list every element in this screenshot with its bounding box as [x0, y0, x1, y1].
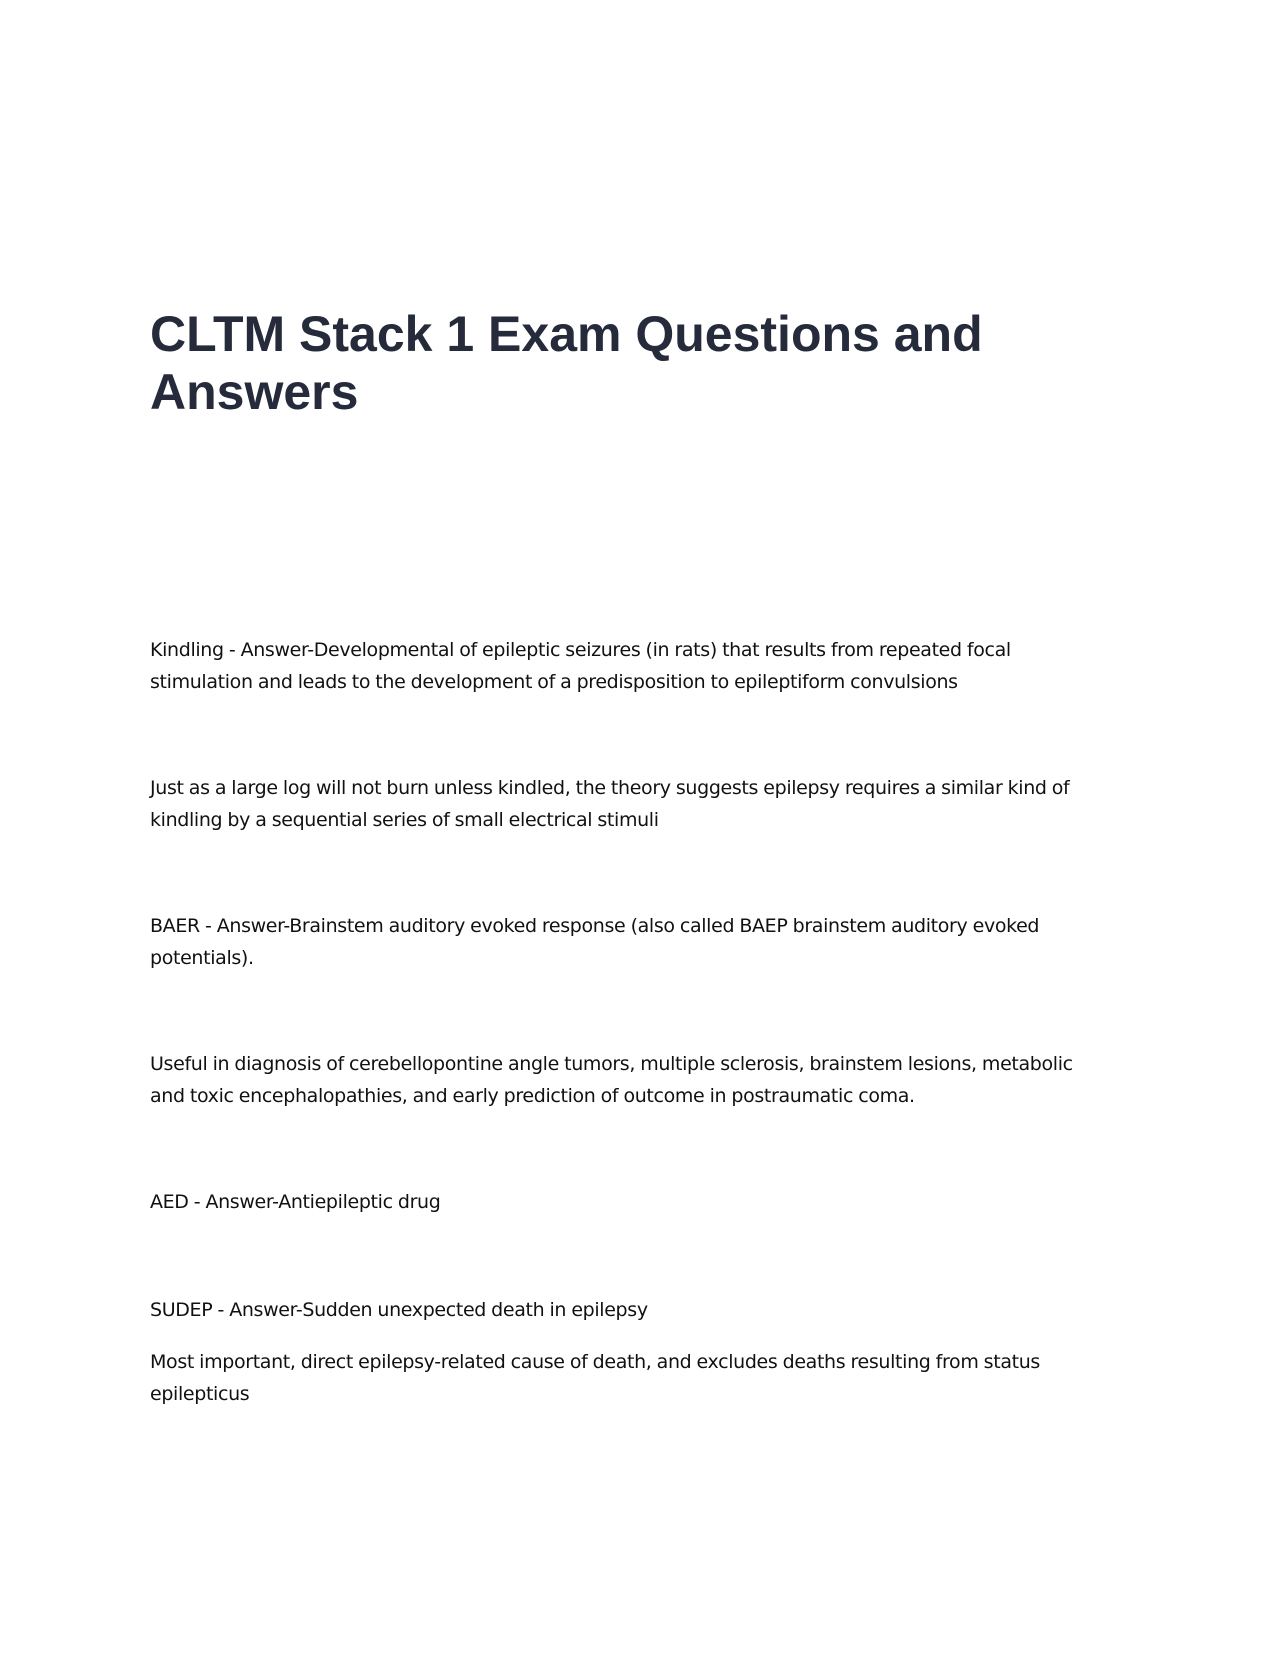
- qa-kindling: Kindling - Answer-Developmental of epileptic seizures (in rats) that results from repeated focal stimulation and leads to the development of a predisposition to epileptiform convulsions: [150, 639, 1011, 693]
- qa-kindling-note: Just as a large log will not burn unless kindled, the theory suggests epilepsy requires a similar kind of kindling by a sequential series of small electrical stimuli: [150, 777, 1070, 831]
- qa-baer-note: Useful in diagnosis of cerebellopontine angle tumors, multiple sclerosis, brainstem lesions, metabolic and toxic encephalopathies, and early prediction of outcome in postraumatic coma.: [150, 1053, 1073, 1107]
- page-title: CLTM Stack 1 Exam Questions and Answers: [150, 306, 983, 420]
- qa-sudep-note: Most important, direct epilepsy-related cause of death, and excludes deaths resulting from status epilepticus: [150, 1351, 1040, 1405]
- qa-baer: BAER - Answer-Brainstem auditory evoked response (also called BAEP brainstem auditory evoked potentials).: [150, 915, 1040, 969]
- qa-sudep: SUDEP - Answer-Sudden unexpected death in epilepsy: [150, 1299, 648, 1321]
- qa-aed: AED - Answer-Antiepileptic drug: [150, 1191, 441, 1213]
